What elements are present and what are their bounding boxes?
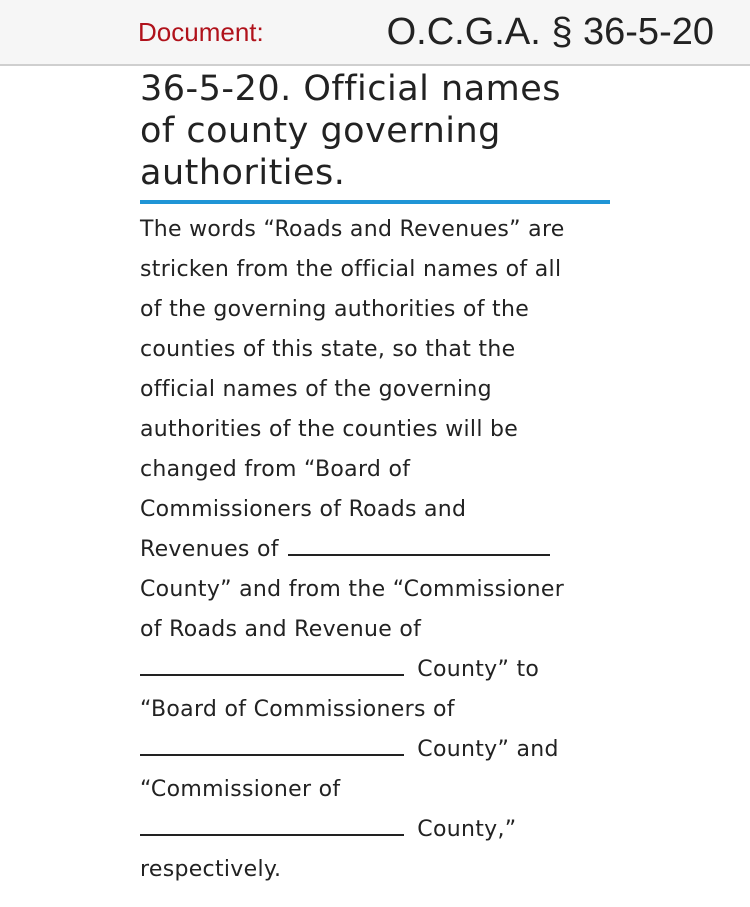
body-line: of the governing authorities of the <box>140 297 530 322</box>
body-line: “Commissioner of <box>140 777 341 802</box>
document-title: O.C.G.A. § 36-5-20 <box>386 11 714 53</box>
body-line <box>140 650 610 690</box>
section-content <box>140 68 610 890</box>
body-line: of Roads and Revenue of <box>140 617 422 642</box>
heading-line: of county governing <box>140 111 501 151</box>
blank-line <box>288 536 550 556</box>
heading-line: authorities. <box>140 153 346 193</box>
body-line: “Board of Commissioners of <box>140 697 455 722</box>
body-text: County” and <box>417 737 559 762</box>
body-line <box>140 530 610 570</box>
body-line: authorities of the counties will be <box>140 417 519 442</box>
body-line: respectively. <box>140 857 282 882</box>
body-line: official names of the governing <box>140 377 492 402</box>
body-text: Revenues of <box>140 537 279 562</box>
heading-line: 36-5-20. Official names <box>140 69 562 109</box>
body-line: stricken from the official names of all <box>140 257 562 282</box>
body-line: changed from “Board of <box>140 457 411 482</box>
body-line: Commissioners of Roads and <box>140 497 467 522</box>
body-text: County” to <box>417 657 540 682</box>
document-header <box>0 0 750 66</box>
section-heading <box>140 68 610 194</box>
blank-line <box>140 816 404 836</box>
body-line <box>140 730 610 770</box>
body-line <box>140 810 610 850</box>
body-line: The words “Roads and Revenues” are <box>140 217 565 242</box>
document-label: Document: <box>138 17 264 47</box>
body-line: County” and from the “Commissioner <box>140 577 565 602</box>
body-text: County,” <box>417 817 517 842</box>
heading-divider <box>140 200 610 204</box>
body-line: counties of this state, so that the <box>140 337 516 362</box>
blank-line <box>140 736 404 756</box>
section-body <box>140 210 610 890</box>
blank-line <box>140 656 404 676</box>
